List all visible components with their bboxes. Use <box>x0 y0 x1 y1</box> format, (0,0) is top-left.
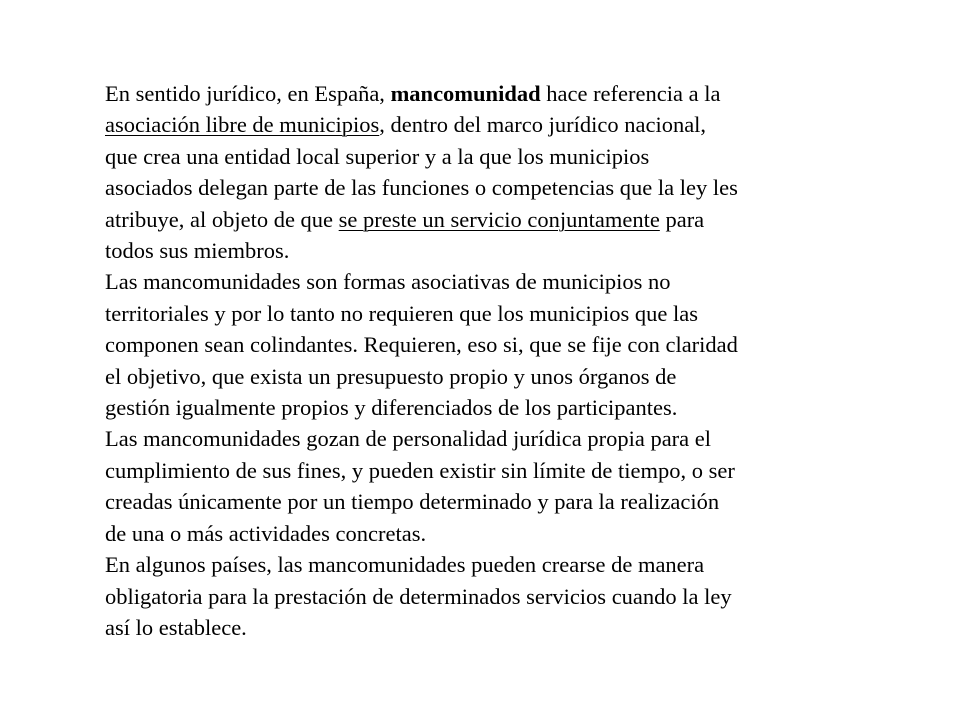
text-line: de una o más actividades concretas. <box>105 520 427 546</box>
text-line <box>105 204 875 235</box>
underlined-phrase-asociacion: asociación libre de municipios <box>105 112 380 138</box>
paragraph-mandatory <box>105 549 875 643</box>
body-text <box>105 78 875 643</box>
text-segment: atribuye, al objeto de que <box>105 206 339 232</box>
text-line: En algunos países, las mancomunidades pueden crearse de manera <box>105 552 705 578</box>
text-line: así lo establece. <box>105 614 247 640</box>
text-line: cumplimiento de sus fines, y pueden existir sin límite de tiempo, o ser <box>105 457 735 483</box>
text-segment: , dentro del marco jurídico nacional, <box>379 112 707 138</box>
text-line: gestión igualmente propios y diferenciados de los participantes. <box>105 395 678 421</box>
text-segment: hace referencia a la <box>540 81 721 106</box>
text-line <box>105 78 875 109</box>
text-segment: En sentido jurídico, en España, <box>105 81 391 106</box>
text-line <box>105 109 875 140</box>
text-line: Las mancomunidades gozan de personalidad jurídica propia para el <box>105 426 712 452</box>
text-line: que crea una entidad local superior y a la que los municipios <box>105 143 650 169</box>
text-line: todos sus miembros. <box>105 238 290 264</box>
text-line: el objetivo, que exista un presupuesto propio y unos órganos de <box>105 363 677 389</box>
text-line: creadas únicamente por un tiempo determinado y para la realización <box>105 489 720 515</box>
text-line: asociados delegan parte de las funciones o competencias que la ley les <box>105 175 738 201</box>
text-line: componen sean colindantes. Requieren, eso si, que se fije con claridad <box>105 332 738 358</box>
paragraph-legal-personality <box>105 423 875 549</box>
paragraph-definition <box>105 78 875 266</box>
text-line: Las mancomunidades son formas asociativas de municipios no <box>105 269 671 295</box>
bold-term-mancomunidad: mancomunidad <box>390 81 541 106</box>
underlined-phrase-servicio: se preste un servicio conjuntamente <box>338 206 660 232</box>
paragraph-characteristics <box>105 266 875 423</box>
text-line: obligatoria para la prestación de determinados servicios cuando la ley <box>105 583 732 609</box>
text-line: territoriales y por lo tanto no requieren que los municipios que las <box>105 300 698 326</box>
text-segment: para <box>659 206 705 232</box>
